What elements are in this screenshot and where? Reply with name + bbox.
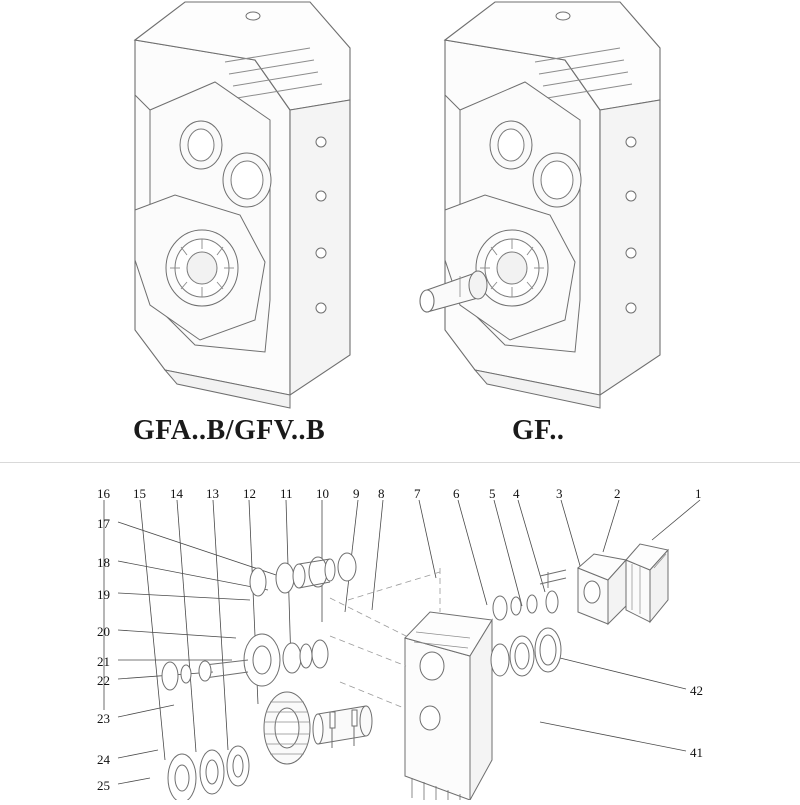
callout-7: 7 [414,486,421,501]
motor-block [626,544,668,622]
callout-25: 25 [97,778,110,793]
callout-4: 4 [513,486,520,501]
callout-22: 22 [97,673,110,688]
callout-6: 6 [453,486,460,501]
callout-20: 20 [97,624,110,639]
exploded-view-area [0,460,800,800]
large-gear [264,692,310,764]
left-gearbox-drawing [135,2,350,408]
exploded-assembly-drawing [0,460,800,800]
caption-right-model: GF.. [512,415,565,446]
callout-17: 17 [97,516,110,531]
callout-13: 13 [206,486,219,501]
callout-23: 23 [97,711,110,726]
callout-16: 16 [97,486,110,501]
callout-2: 2 [614,486,621,501]
exploded-parts [162,544,668,800]
callout-12: 12 [243,486,256,501]
callout-41: 41 [690,745,703,760]
callout-15: 15 [133,486,146,501]
callout-19: 19 [97,587,110,602]
callout-11: 11 [280,486,293,501]
motor-adapter [578,554,626,624]
callout-9: 9 [353,486,360,501]
callout-3: 3 [556,486,563,501]
callout-42: 42 [690,683,703,698]
housing-body [405,612,492,800]
callout-10: 10 [316,486,329,501]
callout-21: 21 [97,654,110,669]
caption-left-model: GFA..B/GFV..B [133,415,326,446]
right-gearbox-drawing [420,2,660,408]
callout-1: 1 [695,486,702,501]
callout-8: 8 [378,486,385,501]
callout-24: 24 [97,752,110,767]
callout-14: 14 [170,486,183,501]
callout-5: 5 [489,486,496,501]
callout-18: 18 [97,555,110,570]
